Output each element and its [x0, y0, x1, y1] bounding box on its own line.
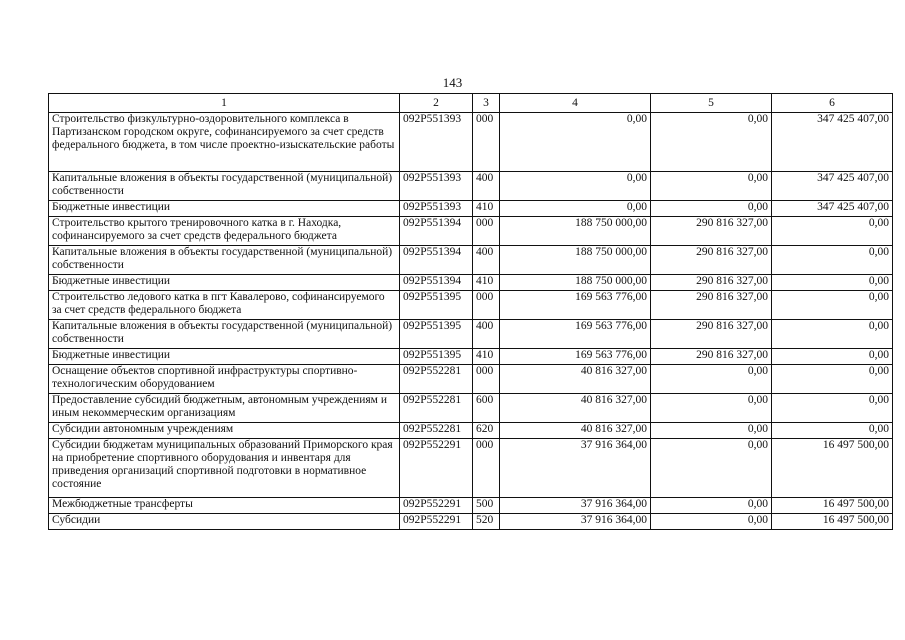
- row-code: 092P552281: [400, 394, 473, 423]
- row-code: 092P551393: [400, 172, 473, 201]
- row-value-4: 37 916 364,00: [500, 439, 651, 498]
- row-code: 092P551395: [400, 291, 473, 320]
- row-value-5: 290 816 327,00: [651, 349, 772, 365]
- row-kvr: 500: [473, 498, 500, 514]
- row-value-5: 0,00: [651, 439, 772, 498]
- row-value-4: 188 750 000,00: [500, 217, 651, 246]
- row-name: Субсидии автономным учреждениям: [49, 423, 400, 439]
- column-header: 5: [651, 94, 772, 113]
- row-value-6: 0,00: [772, 423, 893, 439]
- row-value-6: 0,00: [772, 394, 893, 423]
- row-value-5: 0,00: [651, 113, 772, 172]
- table-row: [49, 217, 893, 246]
- row-name: Строительство ледового катка в пгт Кавалерово, софинансируемого за счет средств федерального бюджета: [49, 291, 400, 320]
- row-name: Бюджетные инвестиции: [49, 349, 400, 365]
- row-kvr: 410: [473, 201, 500, 217]
- table-row: [49, 201, 893, 217]
- row-value-4: 40 816 327,00: [500, 394, 651, 423]
- row-value-5: 290 816 327,00: [651, 291, 772, 320]
- row-name: Субсидии бюджетам муниципальных образований Приморского края на приобретение спортивного оборудования и инвентаря для приведения организаций спортивной подготовки в нормативное состояние: [49, 439, 400, 498]
- row-kvr: 600: [473, 394, 500, 423]
- row-kvr: 400: [473, 246, 500, 275]
- row-name: Капитальные вложения в объекты государственной (муниципальной) собственности: [49, 246, 400, 275]
- row-value-6: 0,00: [772, 291, 893, 320]
- table-row: [49, 514, 893, 530]
- table-row: [49, 275, 893, 291]
- row-kvr: 000: [473, 113, 500, 172]
- row-value-4: 169 563 776,00: [500, 291, 651, 320]
- row-code: 092P552291: [400, 498, 473, 514]
- row-value-4: 0,00: [500, 172, 651, 201]
- row-value-6: 0,00: [772, 246, 893, 275]
- row-kvr: 410: [473, 349, 500, 365]
- row-value-5: 0,00: [651, 201, 772, 217]
- row-value-6: 0,00: [772, 275, 893, 291]
- row-value-5: 290 816 327,00: [651, 320, 772, 349]
- row-value-5: 0,00: [651, 172, 772, 201]
- row-value-6: 347 425 407,00: [772, 172, 893, 201]
- row-value-5: 290 816 327,00: [651, 217, 772, 246]
- row-value-5: 0,00: [651, 498, 772, 514]
- row-value-4: 40 816 327,00: [500, 365, 651, 394]
- table-row: [49, 365, 893, 394]
- row-code: 092P551395: [400, 349, 473, 365]
- table-row: [49, 113, 893, 172]
- row-value-6: 347 425 407,00: [772, 113, 893, 172]
- row-value-5: 0,00: [651, 514, 772, 530]
- row-kvr: 000: [473, 291, 500, 320]
- row-value-4: 188 750 000,00: [500, 246, 651, 275]
- row-value-6: 16 497 500,00: [772, 498, 893, 514]
- row-code: 092P551395: [400, 320, 473, 349]
- row-code: 092P551393: [400, 201, 473, 217]
- row-kvr: 410: [473, 275, 500, 291]
- row-value-6: 0,00: [772, 217, 893, 246]
- column-header: 1: [49, 94, 400, 113]
- row-name: Капитальные вложения в объекты государственной (муниципальной) собственности: [49, 172, 400, 201]
- row-kvr: 400: [473, 320, 500, 349]
- row-kvr: 000: [473, 365, 500, 394]
- row-name: Бюджетные инвестиции: [49, 201, 400, 217]
- table-row: [49, 172, 893, 201]
- table-row: [49, 291, 893, 320]
- row-name: Бюджетные инвестиции: [49, 275, 400, 291]
- row-value-5: 0,00: [651, 365, 772, 394]
- row-value-6: 0,00: [772, 365, 893, 394]
- row-name: Субсидии: [49, 514, 400, 530]
- row-kvr: 520: [473, 514, 500, 530]
- row-code: 092P552291: [400, 514, 473, 530]
- row-value-6: 16 497 500,00: [772, 514, 893, 530]
- row-value-5: 290 816 327,00: [651, 275, 772, 291]
- row-value-4: 40 816 327,00: [500, 423, 651, 439]
- row-kvr: 000: [473, 439, 500, 498]
- row-value-4: 0,00: [500, 113, 651, 172]
- row-value-4: 0,00: [500, 201, 651, 217]
- table-row: [49, 439, 893, 498]
- column-header: 6: [772, 94, 893, 113]
- row-code: 092P551394: [400, 217, 473, 246]
- row-value-4: 188 750 000,00: [500, 275, 651, 291]
- page-number: 143: [442, 75, 463, 90]
- row-name: Оснащение объектов спортивной инфраструктуры спортивно-технологическим оборудованием: [49, 365, 400, 394]
- budget-table: [48, 93, 893, 530]
- table-row: [49, 246, 893, 275]
- table-row: [49, 394, 893, 423]
- row-code: 092P552281: [400, 423, 473, 439]
- row-value-6: 0,00: [772, 349, 893, 365]
- row-kvr: 620: [473, 423, 500, 439]
- column-header: 2: [400, 94, 473, 113]
- row-value-5: 0,00: [651, 423, 772, 439]
- row-code: 092P552291: [400, 439, 473, 498]
- row-value-4: 169 563 776,00: [500, 349, 651, 365]
- row-code: 092P551394: [400, 246, 473, 275]
- row-value-4: 37 916 364,00: [500, 498, 651, 514]
- row-name: Капитальные вложения в объекты государственной (муниципальной) собственности: [49, 320, 400, 349]
- row-name: Строительство физкультурно-оздоровительного комплекса в Партизанском городском округе, софинансируемого за счет средств федерального бюджета, в том числе проектно-изыскательские работы: [49, 113, 400, 172]
- row-code: 092P552281: [400, 365, 473, 394]
- row-value-6: 16 497 500,00: [772, 439, 893, 498]
- row-kvr: 000: [473, 217, 500, 246]
- row-name: Межбюджетные трансферты: [49, 498, 400, 514]
- row-code: 092P551393: [400, 113, 473, 172]
- table-row: [49, 320, 893, 349]
- row-name: Строительство крытого тренировочного катка в г. Находка, софинансируемого за счет средств федерального бюджета: [49, 217, 400, 246]
- table-row: [49, 498, 893, 514]
- row-code: 092P551394: [400, 275, 473, 291]
- column-header: 3: [473, 94, 500, 113]
- row-value-5: 0,00: [651, 394, 772, 423]
- row-value-4: 37 916 364,00: [500, 514, 651, 530]
- column-header: 4: [500, 94, 651, 113]
- row-value-4: 169 563 776,00: [500, 320, 651, 349]
- table-header-row: [49, 94, 893, 113]
- row-value-5: 290 816 327,00: [651, 246, 772, 275]
- row-value-6: 347 425 407,00: [772, 201, 893, 217]
- table-row: [49, 349, 893, 365]
- table-row: [49, 423, 893, 439]
- row-kvr: 400: [473, 172, 500, 201]
- row-value-6: 0,00: [772, 320, 893, 349]
- row-name: Предоставление субсидий бюджетным, автономным учреждениям и иным некоммерческим организациям: [49, 394, 400, 423]
